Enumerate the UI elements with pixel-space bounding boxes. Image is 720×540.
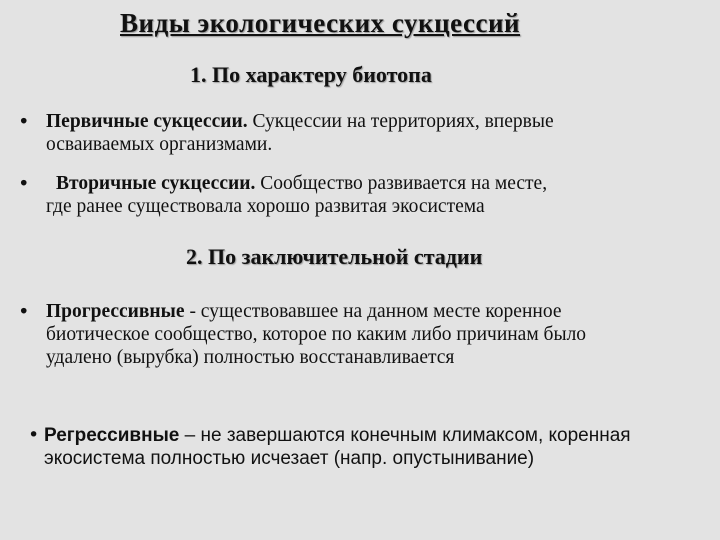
item-line xyxy=(44,424,631,447)
item-term: Прогрессивные xyxy=(46,301,185,322)
item-text: Сукцессии на территориях, впервые xyxy=(247,111,554,132)
section-heading-biotope: 1. По характеру биотопа xyxy=(190,62,432,87)
list-item-primary xyxy=(18,110,554,156)
item-line: удалено (вырубка) полностью восстанавливается xyxy=(46,347,455,368)
bullet-icon: • xyxy=(28,424,40,446)
list-item-secondary xyxy=(18,172,547,218)
item-text: – не завершаются конечным климаксом, коренная xyxy=(179,425,631,446)
list-item-progressive xyxy=(18,300,586,369)
item-term: Вторичные сукцессии. xyxy=(56,173,256,194)
item-term: Регрессивные xyxy=(44,425,180,446)
item-line: биотическое сообщество, которое по каким либо причинам было xyxy=(46,324,587,345)
section-heading-final-stage: 2. По заключительной стадии xyxy=(186,244,483,269)
slide-title: Виды экологических сукцессий xyxy=(120,8,521,38)
item-line xyxy=(46,172,547,195)
bullet-icon: • xyxy=(18,172,30,195)
item-text: - существовавшее на данном месте коренное xyxy=(184,301,562,322)
item-line: экосистема полностью исчезает (напр. опустынивание) xyxy=(44,448,535,469)
bullet-icon: • xyxy=(18,300,30,323)
bullet-icon: • xyxy=(18,110,30,133)
item-text: Сообщество развивается на месте, xyxy=(255,173,548,194)
item-line xyxy=(46,110,554,133)
list-item-regressive xyxy=(28,424,631,470)
item-line: где ранее существовала хорошо развитая экосистема xyxy=(46,196,485,217)
item-line: осваиваемых организмами. xyxy=(46,134,273,155)
item-line xyxy=(46,300,586,323)
item-term: Первичные сукцессии. xyxy=(46,111,248,132)
